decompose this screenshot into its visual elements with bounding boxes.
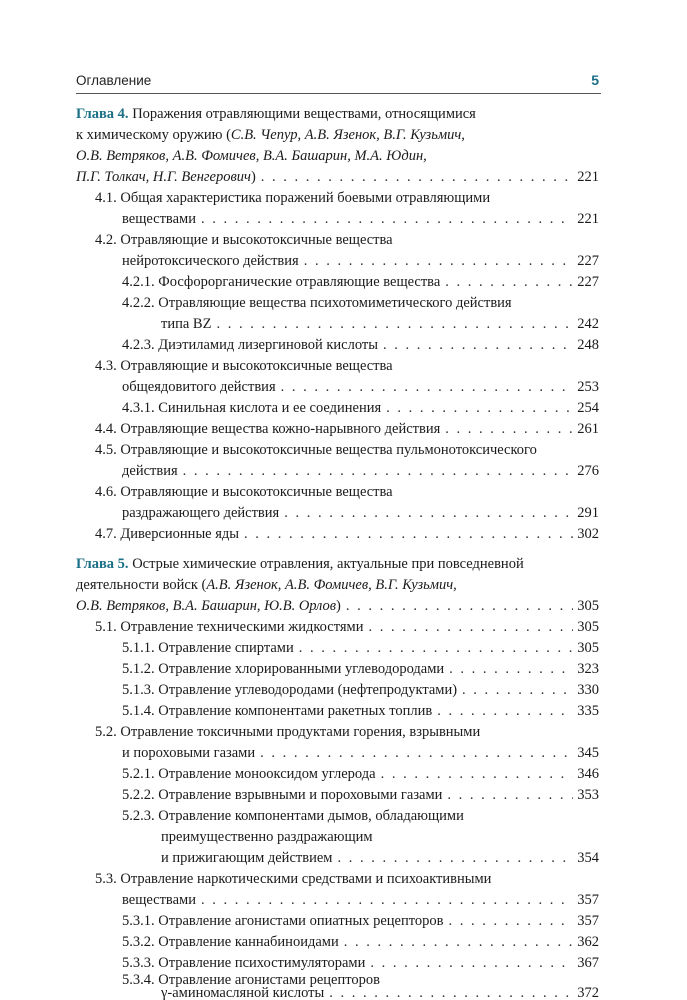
toc-chapter-4-line-3[interactable] (76, 146, 599, 167)
toc-entry-4-3[interactable] (95, 356, 599, 377)
dot-leader (383, 335, 573, 356)
toc-entry-title: и пороховыми газами (122, 745, 256, 761)
toc-page-number: 221 (577, 169, 599, 185)
toc-page-number: 335 (577, 703, 599, 719)
toc-entry-title: 5.2.2. Отравление взрывными и пороховыми газами (122, 787, 443, 803)
toc-page-number: 345 (577, 745, 599, 761)
toc-page-number: 305 (577, 598, 599, 614)
toc-entry-title: 4.6. Отравляющие и высокотоксичные вещества (95, 484, 393, 500)
toc-chapter-5-line-3[interactable]: О.В. Ветряков, В.А. Башарин, Ю.В. Орлов ) . . . 305 (76, 596, 599, 617)
toc-authors: А.В. Язенок, А.В. Фомичев, В.Г. Кузьмич, (206, 577, 457, 593)
toc-entry-title: 5.1.1. Отравление спиртами (122, 640, 294, 656)
toc-entry-title: 5.2.1. Отравление монооксидом углерода (122, 766, 376, 782)
toc-entry-5-2-3-cont[interactable] (161, 827, 599, 848)
toc-entry-5-1-3[interactable] (122, 680, 599, 701)
toc-entry-title: 5.3.2. Отравление каннабиноидами (122, 934, 339, 950)
toc-entry-4-7[interactable] (95, 524, 599, 545)
dot-leader (281, 377, 574, 398)
dot-leader (437, 701, 573, 722)
toc-page-number: 353 (577, 787, 599, 803)
toc-entry-5-3-4[interactable] (122, 974, 599, 987)
toc-entry-5-2-3-cont-2[interactable] (161, 848, 599, 869)
toc-entry-5-3-2[interactable] (122, 932, 599, 953)
toc-entry-4-1[interactable] (95, 188, 599, 209)
toc-entry-title: веществами (122, 211, 196, 227)
toc-entry-title: 5.3.1. Отравление агонистами опиатных рецепторов (122, 913, 444, 929)
toc-page-number: 372 (577, 987, 599, 1000)
toc-entry-title: веществами (122, 892, 196, 908)
toc-entry-title: 4.1. Общая характеристика поражений боевыми отравляющими (95, 190, 491, 206)
toc-entry-5-2-2[interactable] (122, 785, 599, 806)
toc-chapter-5-line-2[interactable] (76, 575, 599, 596)
toc-entry-5-1-2[interactable] (122, 659, 599, 680)
toc-entry-5-1-4[interactable] (122, 701, 599, 722)
toc-page-number: 242 (577, 316, 599, 332)
toc-entry-5-1[interactable] (95, 617, 599, 638)
dot-leader (386, 398, 573, 419)
toc-entry-title: 5.2.3. Отравление компонентами дымов, обладающими (122, 808, 464, 824)
toc-entry-title: нейротоксического действия (122, 253, 299, 269)
toc-page-number: 253 (577, 379, 599, 395)
toc-page-number: 346 (577, 766, 599, 782)
toc-entry-title: 5.1.3. Отравление углеводородами (нефтепродуктами) (122, 682, 458, 698)
toc-entry-title: деятельности войск ( (76, 577, 207, 593)
dot-leader (183, 461, 574, 482)
dot-leader (445, 419, 573, 440)
toc-entry-4-6[interactable] (95, 482, 599, 503)
dot-leader (284, 503, 573, 524)
running-header-title: Оглавление (76, 73, 152, 88)
toc-entry-title: 5.2. Отравление токсичными продуктами горения, взрывными (95, 724, 481, 740)
toc-entry-title: типа BZ (161, 316, 212, 332)
dot-leader (449, 659, 573, 680)
toc-page-number: 261 (577, 421, 599, 437)
dot-leader (370, 953, 573, 974)
toc-entry-title: 5.3.4. Отравление агонистами рецепторов (122, 974, 380, 987)
toc-page-number: 362 (577, 934, 599, 950)
dot-leader (381, 764, 574, 785)
toc-entry-title: раздражающего действия (122, 505, 280, 521)
toc-authors: О.В. Ветряков, А.В. Фомичев, В.А. Башарин, М.А. Юдин, (76, 148, 427, 164)
toc-authors: П.Г. Толкач, Н.Г. Венгерович (76, 169, 251, 185)
toc-entry-title: и прижигающим действием (161, 850, 333, 866)
toc-entry-title: 4.2.3. Диэтиламид лизергиновой кислоты (122, 337, 378, 353)
dot-leader (329, 987, 573, 1000)
toc-entry-4-3-cont[interactable] (122, 377, 599, 398)
toc-entry-4-5[interactable] (95, 440, 599, 461)
toc-page-number: 291 (577, 505, 599, 521)
toc-chapter-5-line-1[interactable] (76, 554, 599, 575)
toc-entry-title: 5.1.2. Отравление хлорированными углеводородами (122, 661, 445, 677)
toc-entry-title: 4.2.2. Отравляющие вещества психотомиметического действия (122, 295, 512, 311)
toc-page-number: 357 (577, 913, 599, 929)
toc-entry-5-3-1[interactable] (122, 911, 599, 932)
dot-leader (346, 596, 573, 617)
toc-entry-5-2-3[interactable] (122, 806, 599, 827)
toc-entry-title: 4.2.1. Фосфорорганические отравляющие вещества (122, 274, 441, 290)
dot-leader (368, 617, 573, 638)
toc-authors: О.В. Ветряков, В.А. Башарин, Ю.В. Орлов (76, 598, 337, 614)
toc-chapter-4-line-2[interactable] (76, 125, 599, 146)
dot-leader (260, 743, 573, 764)
toc-page-number: 248 (577, 337, 599, 353)
dot-leader (304, 251, 574, 272)
toc-entry-4-6-cont[interactable] (122, 503, 599, 524)
toc-entry-title: 5.3. Отравление наркотическими средствами и психоактивными (95, 871, 492, 887)
dot-leader (337, 848, 573, 869)
dot-leader (445, 272, 573, 293)
toc-entry-4-2-2-cont[interactable] (161, 314, 599, 335)
toc-entry-title: Поражения отравляющими веществами, относящимися (132, 106, 476, 122)
toc-page-number: 367 (577, 955, 599, 971)
toc-entry-5-3-4-cont[interactable] (161, 987, 599, 1000)
chapter-label: Глава 4. (76, 106, 129, 122)
toc-entry-title: 5.1. Отравление техническими жидкостями (95, 619, 364, 635)
toc-entry-4-2-1[interactable] (122, 272, 599, 293)
dot-leader (201, 209, 573, 230)
toc-page-number: 305 (577, 640, 599, 656)
toc-entry-4-2-cont[interactable] (122, 251, 599, 272)
toc-entry-title: Острые химические отравления, актуальные при повседневной (132, 556, 524, 572)
toc-entry-title: 4.3. Отравляющие и высокотоксичные вещества (95, 358, 393, 374)
toc-entry-title: действия (122, 463, 178, 479)
toc-entry-5-1-1[interactable] (122, 638, 599, 659)
dot-leader (462, 680, 573, 701)
toc-authors: С.В. Чепур, А.В. Язенок, В.Г. Кузьмич, (230, 127, 465, 143)
toc-entry-title: преимущественно раздражающим (161, 829, 373, 845)
toc-page-number: 302 (577, 526, 599, 542)
dot-leader (244, 524, 573, 545)
toc-entry-5-2-cont[interactable] (122, 743, 599, 764)
toc-page-number: 227 (577, 253, 599, 269)
dot-leader (216, 314, 573, 335)
toc-entry-5-2[interactable] (95, 722, 599, 743)
toc-entry-title: 4.7. Диверсионные яды (95, 526, 240, 542)
toc-entry-4-2-3[interactable] (122, 335, 599, 356)
toc-entry-title: 4.3.1. Синильная кислота и ее соединения (122, 400, 382, 416)
toc-entry-title: к химическому оружию ( (76, 127, 231, 143)
toc-entry-title: 5.1.4. Отравление компонентами ракетных топлив (122, 703, 433, 719)
toc-entry-title: 4.4. Отравляющие вещества кожно-нарывного действия (95, 421, 441, 437)
toc-page-number: 323 (577, 661, 599, 677)
toc-chapter-4-line-1[interactable] (76, 104, 599, 125)
toc-page-number: 227 (577, 274, 599, 290)
page-number: 5 (591, 72, 599, 88)
toc-entry-title: γ-аминомасляной кислоты (161, 987, 325, 1000)
toc-entry-5-3[interactable] (95, 869, 599, 890)
toc-page-number: 354 (577, 850, 599, 866)
dot-leader (261, 167, 573, 188)
toc-chapter-4-line-4[interactable]: П.Г. Толкач, Н.Г. Венгерович ) . . . 221 (76, 167, 599, 188)
dot-leader (449, 911, 574, 932)
toc-entry-title: 4.5. Отравляющие и высокотоксичные вещества пульмонотоксического (95, 442, 537, 458)
toc-entry-4-1-cont[interactable] (122, 209, 599, 230)
toc-entry-5-3-3[interactable] (122, 953, 599, 974)
toc-page-number: 330 (577, 682, 599, 698)
toc-page-number: 276 (577, 463, 599, 479)
toc-page-number: 357 (577, 892, 599, 908)
toc-entry-title: общеядовитого действия (122, 379, 276, 395)
dot-leader (344, 932, 574, 953)
toc-entry-4-4[interactable] (95, 419, 599, 440)
toc-entry-5-3-cont[interactable] (122, 890, 599, 911)
dot-leader (201, 890, 573, 911)
toc-entry-title: 4.2. Отравляющие и высокотоксичные вещества (95, 232, 393, 248)
toc-page-number: 221 (577, 211, 599, 227)
dot-leader (447, 785, 573, 806)
toc-page-number: 305 (577, 619, 599, 635)
dot-leader (299, 638, 574, 659)
chapter-label: Глава 5. (76, 556, 129, 572)
toc-entry-4-3-1[interactable] (122, 398, 599, 419)
toc-page-number: 254 (577, 400, 599, 416)
toc-entry-4-2-2[interactable] (122, 293, 599, 314)
toc-entry-4-2[interactable] (95, 230, 599, 251)
toc-entry-title: 5.3.3. Отравление психостимуляторами (122, 955, 366, 971)
toc-entry-5-2-1[interactable] (122, 764, 599, 785)
toc-entry-4-5-cont[interactable] (122, 461, 599, 482)
